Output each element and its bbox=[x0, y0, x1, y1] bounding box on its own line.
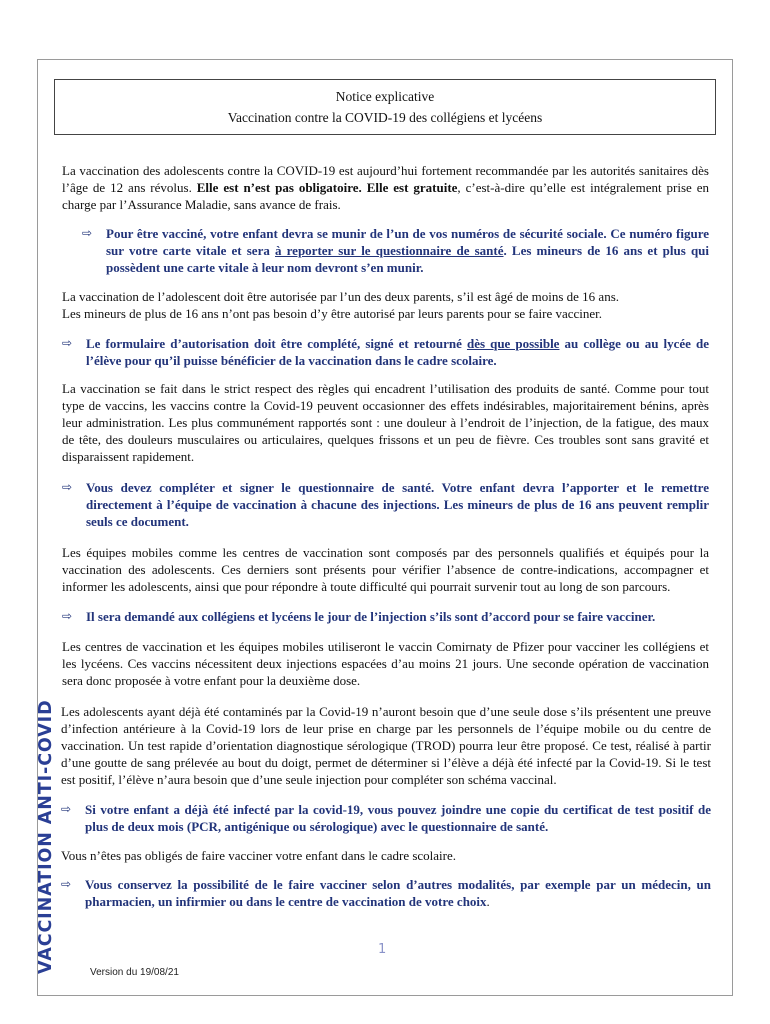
bullet-certificate: ⇨ Si votre enfant a déjà été infecté par la covid-19, vous pouvez joindre une copie du certificat de test positif de plus de deux mois (PCR, antigénique ou sérologique) avec le questionnaire de santé. bbox=[61, 802, 711, 834]
page-number: 1 bbox=[378, 942, 387, 957]
bullet-other-options: ⇨ Vous conservez la possibilité de le faire vacciner selon d’autres modalités, par exemple par un médecin, un pharmacien, un infirmier ou dans le centre de vaccination de votre choix. bbox=[61, 877, 711, 909]
arrow-icon: ⇨ bbox=[62, 609, 73, 623]
document-subtitle: Vaccination contre la COVID-19 des collégiens et lycéens bbox=[227, 110, 543, 125]
notice-body-lower bbox=[61, 703, 711, 910]
side-effects-paragraph: La vaccination se fait dans le strict respect des règles qui encadrent l’utilisation des produits de santé. Comme pour tout type de vaccins, les vaccins contre la Covid-19 peuvent occasionner des effets indésirables, majoritairement bénins, après leur administration. Les plus communément rapportés sont : une douleur à l’endroit de l’injection, de la fatigue, des maux de tête, des douleurs musculaires ou articulaires, quelques frissons et un peu de fièvre. Ces troubles sont sans gravité et disparaissent rapidement. bbox=[62, 381, 709, 464]
bullet-health-questionnaire: ⇨ Vous devez compléter et signer le questionnaire de santé. Votre enfant devra l’apporter et le remettre directement à l’équipe de vaccination à chacune des injections. Les mineurs de plus de 16 ans peuvent remplir seuls ce document. bbox=[62, 480, 709, 529]
notice-body bbox=[62, 162, 709, 689]
arrow-icon: ⇨ bbox=[82, 226, 93, 240]
intro-paragraph: La vaccination des adolescents contre la COVID-19 est aujourd’hui fortement recommandée par les autorités sanitaires dès l’âge de 12 ans révolus. Elle est n’est pas obligatoire. Elle est gratuite, c’est-à-dire qu’elle est intégralement prise en charge par l’Assurance Maladie, sans avance de frais. bbox=[62, 163, 709, 212]
prior-infection-paragraph: Les adolescents ayant déjà été contaminés par la Covid-19 n’auront besoin que d’une seule dose s’ils présentent une preuve d’infection antérieure à la Covid-19 lors de leur prise en charge par les personnels de l’équipe mobile ou du centre de vaccination. Un test rapide d’orientation diagnostique sérologique (TROD) pourra leur être proposé. Ce test, réalisé à partir d’une goutte de sang prélevée au bout du doigt, permet de déterminer si l’élève a déjà été infecté par la Covid-19. Si le test est positif, l’élève n’aura besoin que d’une seule injection pour compléter son schéma vaccinal. bbox=[61, 704, 711, 787]
bullet-authorization-form: ⇨ Le formulaire d’autorisation doit être complété, signé et retourné dès que possible au collège ou au lycée de l’élève pour qu’il puisse bénéficier de la vaccination dans le cadre scolaire. bbox=[62, 336, 709, 368]
side-title: VACCINATION ANTI-COVID bbox=[36, 699, 56, 974]
title-box bbox=[54, 79, 716, 135]
bullet-social-security: ⇨ Pour être vacciné, votre enfant devra se munir de l’un de vos numéros de sécurité sociale. Ce numéro figure sur votre carte vitale et sera à reporter sur le questionnaire de santé. Les mineurs de 16 ans et plus qui possèdent une carte vitale à leur nom devront s’en munir. bbox=[82, 226, 710, 275]
arrow-icon: ⇨ bbox=[61, 802, 72, 816]
mobile-teams-paragraph: Les équipes mobiles comme les centres de vaccination sont composés par des personnels qualifiés et équipés pour la vaccination des adolescents. Ces derniers sont présents pour vérifier l’absence de contre-indications, accompagner et informer les adolescents, ainsi que pour répondre à toute difficulté qui pourrait survenir tout au long de son parcours. bbox=[62, 545, 709, 594]
document-title: Notice explicative bbox=[335, 89, 435, 104]
vaccine-paragraph: Les centres de vaccination et les équipes mobiles utiliseront le vaccin Comirnaty de Pfizer pour vacciner les collégiens et les lycéens. Ces vaccins nécessitent deux injections espacées d’au moins 21 jours. Une seconde opération de vaccination sera donc proposée à votre enfant pour la deuxième dose. bbox=[62, 639, 709, 688]
version-label: Version du 19/08/21 bbox=[90, 967, 179, 978]
arrow-icon: ⇨ bbox=[62, 336, 73, 350]
not-obliged-paragraph: Vous n’êtes pas obligés de faire vacciner votre enfant dans le cadre scolaire. bbox=[61, 848, 457, 863]
bullet-consent-day: ⇨ Il sera demandé aux collégiens et lycéens le jour de l’injection s’ils sont d’accord pour se faire vacciner. bbox=[62, 609, 656, 624]
parental-consent-paragraph: La vaccination de l’adolescent doit être autorisée par l’un des deux parents, s’il est âgé de moins de 16 ans. Les mineurs de plus de 16 ans n’ont pas besoin d’y être autorisé par leurs parents pour se faire vacciner. bbox=[62, 289, 620, 321]
arrow-icon: ⇨ bbox=[61, 877, 72, 891]
arrow-icon: ⇨ bbox=[62, 480, 73, 494]
